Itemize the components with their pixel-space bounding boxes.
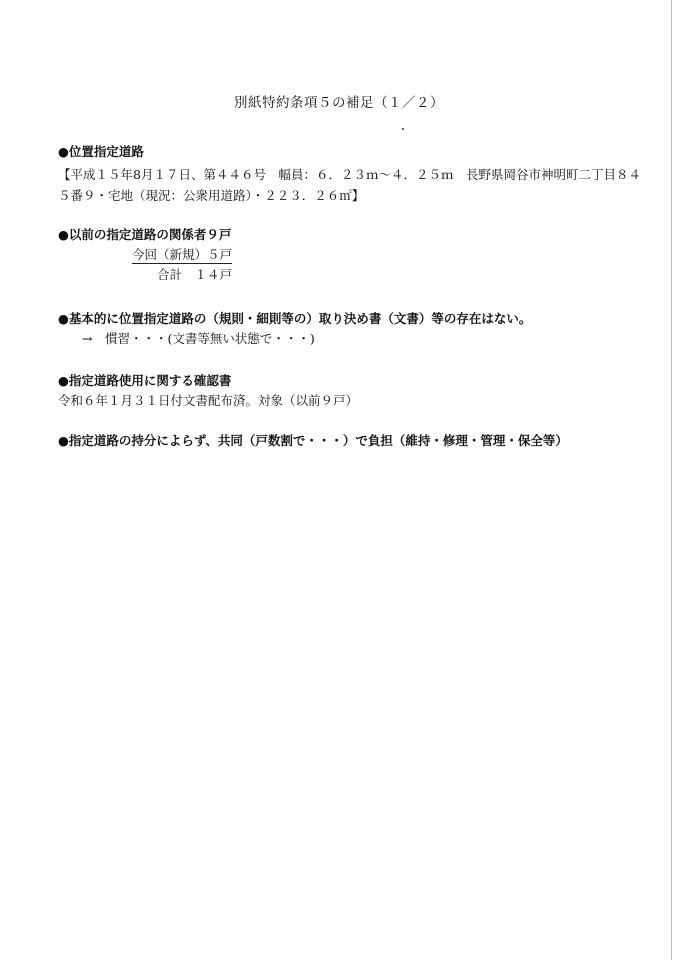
section-heading-confirmation: ●指定道路使用に関する確認書 (58, 373, 232, 388)
section-1-line-2: ５番９・宅地（現況：公衆用道路）・２２３．２６㎡】 (58, 188, 365, 203)
new-households-underlined: 今回（新規）５戸 (132, 247, 233, 262)
section-4-distribution-line: 令和６年１月３１日付文書配布済。対象（以前９戸） (58, 393, 359, 408)
section-heading-cost-sharing: ●指定道路の持分によらず、共同（戸数割で・・・）で負担（維持・修理・管理・保全等） (58, 433, 568, 448)
section-2-total-households: 合計 １４戸 (157, 267, 233, 282)
section-1-line-1: 【平成１５年8月１７日、第４４６号 幅員：６．２３ｍ～４．２５ｍ 長野県岡谷市神明町二丁目８４ (58, 167, 641, 182)
document-title: 別紙特約条項５の補足（１／２） (234, 95, 444, 111)
section-heading-designated-road: ●位置指定道路 (58, 144, 144, 159)
scan-speck (402, 128, 404, 130)
scan-edge-line (671, 0, 672, 960)
section-2-new-households (132, 246, 232, 264)
section-heading-no-agreement: ●基本的に位置指定道路の（規則・細則等の）取り決め書（文書）等の存在はない。 (58, 311, 532, 326)
section-3-custom-line: → 慣習・・・(文書等無い状態で・・・) (82, 331, 315, 346)
section-heading-previous-parties: ●以前の指定道路の関係者９戸 (58, 227, 232, 242)
